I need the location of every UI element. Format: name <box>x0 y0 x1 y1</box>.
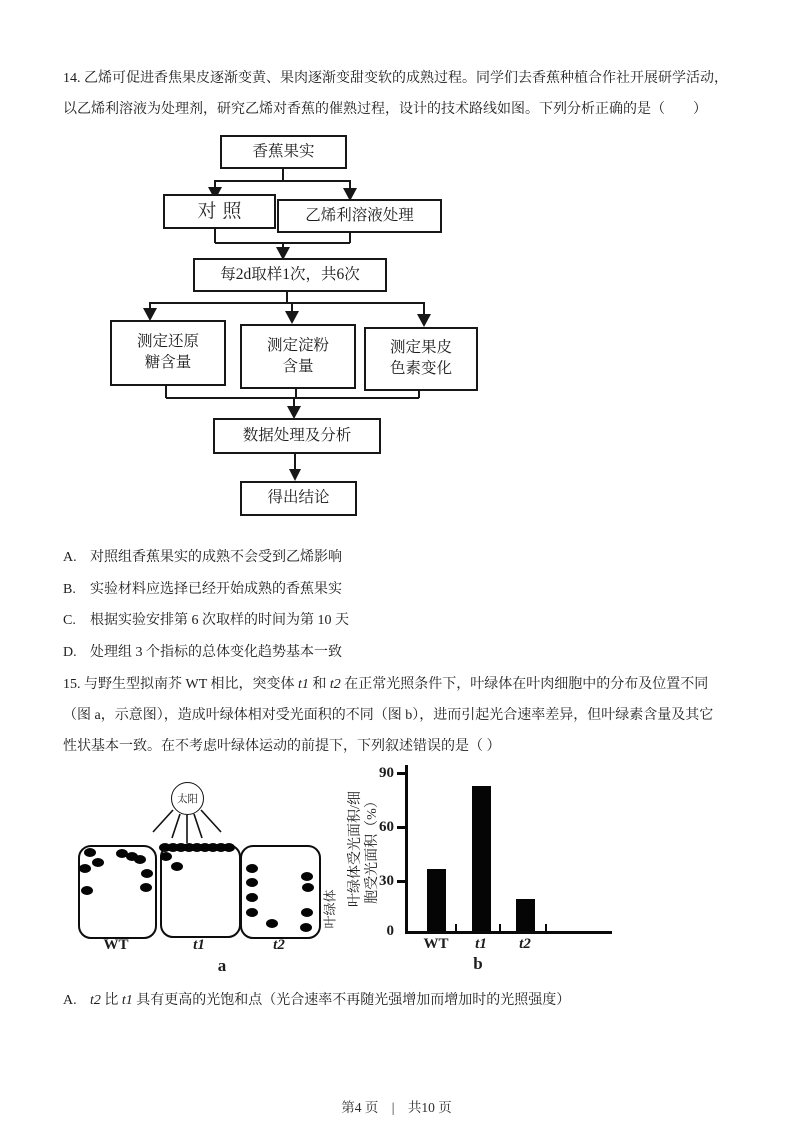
y-axis-label <box>347 791 381 907</box>
measure-pigment-line1: 测定果皮 <box>389 339 452 357</box>
measure-sugar-line1: 测定还原 <box>136 333 199 351</box>
footer-separator: | <box>391 1100 395 1115</box>
cell-label-t2: t2 <box>273 937 285 953</box>
y-axis-label-line2: 胞受光面积（%） <box>365 794 380 904</box>
flowchart-node-control: 对照 <box>163 194 276 229</box>
x-label-t2: t2 <box>519 936 531 952</box>
y-tick-30 <box>397 880 405 883</box>
chloroplast-dot <box>140 883 152 892</box>
option-label: D. <box>63 644 77 660</box>
mutant-t2: t2 <box>90 993 101 1008</box>
flowchart-node-sampling: 每2d取样1次，共6次 <box>193 258 387 292</box>
option-text: 实验材料应选择已经开始成熟的香蕉果实 <box>90 581 342 597</box>
option-label: A. <box>63 993 77 1008</box>
q14-option-c <box>63 610 763 632</box>
chloroplast-dot <box>302 883 314 892</box>
cell-label-t1: t1 <box>193 937 205 953</box>
flowchart-connectors <box>0 0 793 560</box>
flowchart-node-analysis: 数据处理及分析 <box>213 418 381 454</box>
q15-option-a <box>63 990 763 1022</box>
chloroplast-dot <box>246 864 258 873</box>
y-axis-label-line1: 叶绿体受光面积/细 <box>348 791 363 907</box>
chloroplast-dot <box>246 878 258 887</box>
q15-option-a-row <box>63 990 763 1012</box>
q14-option-b <box>63 579 763 601</box>
q14-options <box>63 547 763 673</box>
stem-text: 在正常光照条件下，叶绿体在叶肉细胞中的分布及位置不同 <box>340 677 709 692</box>
bar-wt <box>427 869 446 931</box>
chloroplast-dot <box>160 852 172 861</box>
x-minor-tick <box>545 924 547 931</box>
y-tick-label-90: 90 <box>379 765 394 781</box>
stem-text: 和 <box>308 677 330 692</box>
chloroplast-dot <box>300 923 312 932</box>
flowchart-node-treatment: 乙烯利溶液处理 <box>277 199 442 233</box>
chloroplast-dot <box>79 864 91 873</box>
mutant-t2: t2 <box>329 677 341 692</box>
y-tick-label-30: 30 <box>379 873 394 889</box>
chloroplast-dot <box>246 908 258 917</box>
y-axis-label-fragment: 叶绿体 <box>322 889 338 929</box>
mutant-t1: t1 <box>121 993 133 1008</box>
q14-stem-line1: 14. 乙烯可促进香焦果皮逐渐变黄、果肉逐渐变甜变软的成熟过程。同学们去香蕉种植合作社开展研学活动， <box>63 71 728 86</box>
q15-stem <box>63 669 753 762</box>
option-text-part: 比 <box>100 993 122 1008</box>
chloroplast-dot <box>246 893 258 902</box>
sun-icon <box>171 782 204 815</box>
mutant-t1: t1 <box>298 677 309 692</box>
bar-t1 <box>472 786 491 931</box>
option-text: 对照组香蕉果实的成熟不会受到乙烯影响 <box>90 550 342 565</box>
q15-stem-line3: 性状基本一致。在不考虑叶绿体运动的前提下，下列叙述错误的是（ ） <box>63 739 501 754</box>
y-tick-label-0: 0 <box>386 923 394 939</box>
page-footer <box>0 1096 793 1116</box>
option-label: C. <box>63 613 76 628</box>
x-axis <box>405 931 612 934</box>
figure-a <box>60 770 345 975</box>
flowchart-node-measure-starch <box>240 324 356 389</box>
chloroplast-dot <box>141 869 153 878</box>
footer-total-pages: 共10 页 <box>407 1100 452 1115</box>
flowchart-node-start: 香蕉果实 <box>220 135 347 169</box>
q14-stem-line2: 以乙烯利溶液为处理剂，研究乙烯对香蕉的催熟过程，设计的技术路线如图。下列分析正确的是（ ） <box>63 102 707 117</box>
chloroplast-dot <box>92 858 104 867</box>
q14-option-d <box>63 642 763 664</box>
x-label-wt: WT <box>423 936 449 952</box>
chloroplast-dot <box>223 843 235 852</box>
option-label: A. <box>63 550 77 565</box>
option-text: 根据实验安排第 6 次取样的时间为第 10 天 <box>90 613 349 628</box>
x-label-t1: t1 <box>475 936 487 952</box>
chloroplast-dot <box>81 886 93 895</box>
chloroplast-dot <box>134 855 146 864</box>
option-text: 处理组 3 个指标的总体变化趋势基本一致 <box>90 644 342 660</box>
figure-a-caption: a <box>217 956 227 975</box>
cell-label-wt: WT <box>103 937 129 953</box>
option-text-part: 具有更高的光饱和点（光合速率不再随光强增加而增加时的光照强度） <box>132 993 571 1008</box>
option-label: B. <box>63 581 76 597</box>
x-minor-tick <box>455 924 457 931</box>
flowchart-node-measure-sugar <box>110 320 226 386</box>
chloroplast-dot <box>266 919 278 928</box>
footer-page-number: 第4 页 <box>341 1100 379 1115</box>
y-tick-60 <box>397 826 405 829</box>
stem-text: 15. 与野生型拟南芥 WT 相比，突变体 <box>63 677 299 692</box>
y-tick-label-60: 60 <box>379 819 394 835</box>
measure-sugar-line2: 糖含量 <box>144 354 192 371</box>
measure-pigment-line2: 色素变化 <box>389 360 452 377</box>
q15-stem-line2: （图 a，示意图），造成叶绿体相对受光面积的不同（图 b），进而引起光合速率差异，但叶绿素含量及其它 <box>63 708 714 723</box>
sun-label: 太阳 <box>177 794 198 805</box>
y-axis <box>405 765 408 934</box>
chloroplast-dot <box>84 848 96 857</box>
chloroplast-dot <box>301 908 313 917</box>
measure-starch-line2: 含量 <box>282 357 314 375</box>
figure-b-chart <box>320 760 620 975</box>
q15-stem-line1 <box>63 669 753 700</box>
flowchart-node-conclusion: 得出结论 <box>240 481 357 516</box>
measure-starch-line1: 测定淀粉 <box>266 336 329 354</box>
x-minor-tick <box>499 924 501 931</box>
flowchart-node-measure-pigment <box>364 327 478 391</box>
chloroplast-dot <box>301 872 313 881</box>
bar-t2 <box>516 899 535 931</box>
option-text <box>90 990 570 1012</box>
y-tick-90 <box>397 772 405 775</box>
figure-b-caption: b <box>473 954 483 973</box>
chloroplast-dot <box>171 862 183 871</box>
